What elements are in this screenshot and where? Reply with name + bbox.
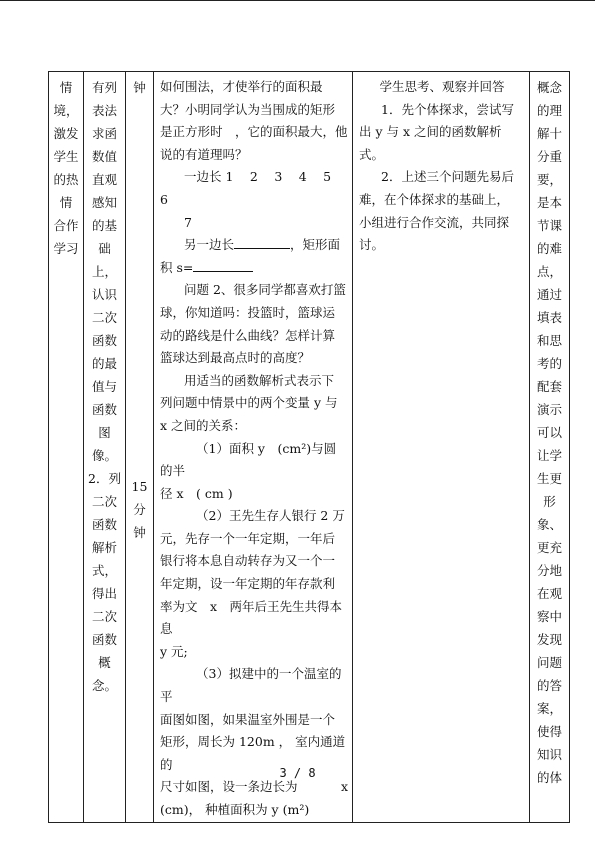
objective-text: 解析	[91, 540, 117, 555]
student-line: 出 y 与 x 之间的函数解析	[359, 124, 502, 140]
intent-text: 的理	[536, 103, 562, 118]
top-rule	[0, 0, 595, 1]
answer-blank[interactable]	[193, 257, 253, 272]
content-line: x 之间的关系：	[160, 417, 247, 433]
intent-text: 点，	[536, 264, 562, 279]
objective-text: 表法	[91, 103, 117, 118]
objective-text: 的最	[91, 356, 117, 371]
content-line: 银行将本息自动转存为又一个一	[160, 553, 336, 569]
intent-text: 可以	[536, 425, 562, 440]
student-line: 式。	[359, 146, 385, 162]
time-allocation	[126, 475, 153, 544]
table-row	[49, 72, 570, 823]
objective-text: 函数	[91, 517, 117, 532]
content-text: 另一边长	[184, 237, 235, 253]
intent-text: 察中	[536, 609, 562, 624]
content-line: 球，你知道吗：投篮时，篮球运	[160, 304, 336, 320]
lesson-table	[48, 71, 570, 823]
objective-text: 的基	[91, 218, 117, 233]
intent-text: 的答	[536, 678, 562, 693]
design-intent-column	[530, 72, 570, 823]
intent-text: 案，	[536, 701, 562, 716]
objective-text: 感知	[91, 195, 117, 210]
intent-text: 解十	[536, 126, 562, 141]
objective-text: 直观	[91, 172, 117, 187]
teacher-activity-column	[154, 72, 353, 823]
objective-text: 求函	[91, 126, 117, 141]
stage-text: 学习	[53, 241, 79, 256]
intent-text: 是本	[536, 195, 562, 210]
intent-text: 通过	[536, 287, 562, 302]
time-text: 分	[133, 502, 146, 517]
objective-text: 得出	[91, 586, 117, 601]
content-line: 径 x ( cm )	[160, 485, 233, 501]
stage-text: 的热	[53, 172, 79, 187]
intent-text: 要，	[536, 172, 562, 187]
intent-text: 演示	[536, 402, 562, 417]
content-line: 问题 2、很多同学都喜欢打篮	[184, 282, 346, 298]
intent-text: 生更	[536, 471, 562, 486]
area-line	[160, 257, 348, 280]
intent-text: 问题	[536, 655, 562, 670]
time-text: 15	[131, 479, 148, 494]
content-line: 大？小明同学认为当围成的矩形	[160, 101, 336, 117]
content-text: 积 s=	[160, 259, 194, 275]
content-text: 尺寸如图，设一条边长为	[160, 779, 298, 795]
objective-text: 2．列	[88, 471, 121, 486]
intent-text: 节课	[536, 218, 562, 233]
objective-text: 念。	[91, 678, 117, 693]
objective-text: 式，	[91, 563, 117, 578]
intent-text: 和思	[536, 333, 562, 348]
content-text: x	[340, 779, 348, 795]
objective-text: 有列	[91, 80, 117, 95]
content-text: ，矩形面	[290, 237, 341, 253]
content-line: （1）面积 y (cm²)与圆的半	[160, 440, 337, 479]
stage-text: 境，	[53, 103, 79, 118]
intent-text: 分地	[536, 563, 562, 578]
student-activity-column	[353, 72, 530, 823]
intent-text: 概念	[536, 80, 562, 95]
content-line: 率为文 x 两年后王先生共得本息	[160, 598, 343, 637]
objective-text: 础	[98, 241, 111, 256]
intent-text: 分重	[536, 149, 562, 164]
side-length-row: 一边长 1 2 3 4 5 6	[160, 169, 348, 207]
objective-text: 像。	[91, 448, 117, 463]
side-length-row: 7	[184, 214, 192, 230]
stage-text: 合作	[53, 218, 79, 233]
stage-text: 激发	[53, 126, 79, 141]
other-side-line	[160, 234, 348, 257]
content-line: 是正方形时 ，它的面积最大，他	[160, 124, 348, 140]
content-line: 篮球达到最高点时的高度？	[160, 350, 311, 366]
objective-text: 图	[98, 425, 111, 440]
intent-text: 考的	[536, 356, 562, 371]
student-line: 难，在个体探求的基础上，	[359, 191, 510, 207]
student-line: 讨。	[359, 237, 385, 253]
objective-text: 函数	[91, 632, 117, 647]
answer-blank[interactable]	[234, 234, 290, 249]
stage-text: 情	[59, 80, 73, 95]
intent-text: 的体	[536, 770, 562, 785]
content-line: y 元;	[160, 643, 188, 659]
objective-text: 数值	[91, 149, 117, 164]
objective-text: 上，	[91, 264, 117, 279]
content-line: (cm)， 种植面积为 y (m²)	[160, 802, 310, 817]
content-line: 元，先存一个一年定期，一年后	[160, 530, 336, 546]
objective-text: 值与	[91, 379, 117, 394]
objective-text: 认识	[91, 287, 117, 302]
student-line: 小组进行合作交流，共同探	[359, 214, 510, 230]
intent-text: 让学	[536, 448, 562, 463]
intent-text: 使得	[536, 724, 562, 739]
intent-text: 发现	[536, 632, 562, 647]
intent-text: 形	[543, 494, 556, 509]
intent-text: 在观	[536, 586, 562, 601]
stage-text: 学生	[53, 149, 79, 164]
time-top-text: 钟	[133, 80, 146, 95]
objective-text: 函数	[91, 333, 117, 348]
intent-text: 的难	[536, 241, 562, 256]
intent-text: 象、	[536, 517, 562, 532]
stage-text: 情	[59, 195, 73, 210]
objective-text: 二次	[91, 494, 117, 509]
page-number: 3 / 8	[279, 766, 316, 780]
intent-text: 更充	[536, 540, 562, 555]
objective-text: 概	[98, 655, 111, 670]
objective-column	[84, 72, 126, 823]
content-line: 矩形，周长为 120m ， 室内通道的	[160, 734, 346, 772]
student-line: 学生思考、观察并回答	[379, 79, 505, 94]
intent-text: 知识	[536, 747, 562, 762]
content-line: 用适当的函数解析式表示下	[184, 372, 335, 388]
content-line: 年定期，设一年定期的年存款利	[160, 576, 336, 592]
time-column	[126, 72, 154, 823]
time-text: 钟	[133, 525, 146, 540]
intent-text: 填表	[536, 310, 562, 325]
student-line: 2．上述三个问题先易后	[381, 169, 514, 185]
content-line: 列问题中情景中的两个变量 y 与	[160, 395, 338, 411]
content-line: 如何围法，才使举行的面积最	[160, 79, 323, 94]
content-line: （3）拟建中的一个温室的平	[160, 666, 342, 705]
content-line: （2）王先生存人银行 2 万	[196, 508, 345, 524]
intent-text: 配套	[536, 379, 562, 394]
stage-column	[49, 72, 84, 823]
objective-text: 二次	[91, 609, 117, 624]
content-line: 动的路线是什么曲线？怎样计算	[160, 327, 336, 343]
objective-text: 二次	[91, 310, 117, 325]
content-line: 面图如图，如果温室外围是一个	[160, 711, 336, 727]
content-line: 说的有道理吗？	[160, 146, 248, 162]
student-line: 1．先个体探求，尝试写	[381, 101, 514, 117]
objective-text: 函数	[91, 402, 117, 417]
